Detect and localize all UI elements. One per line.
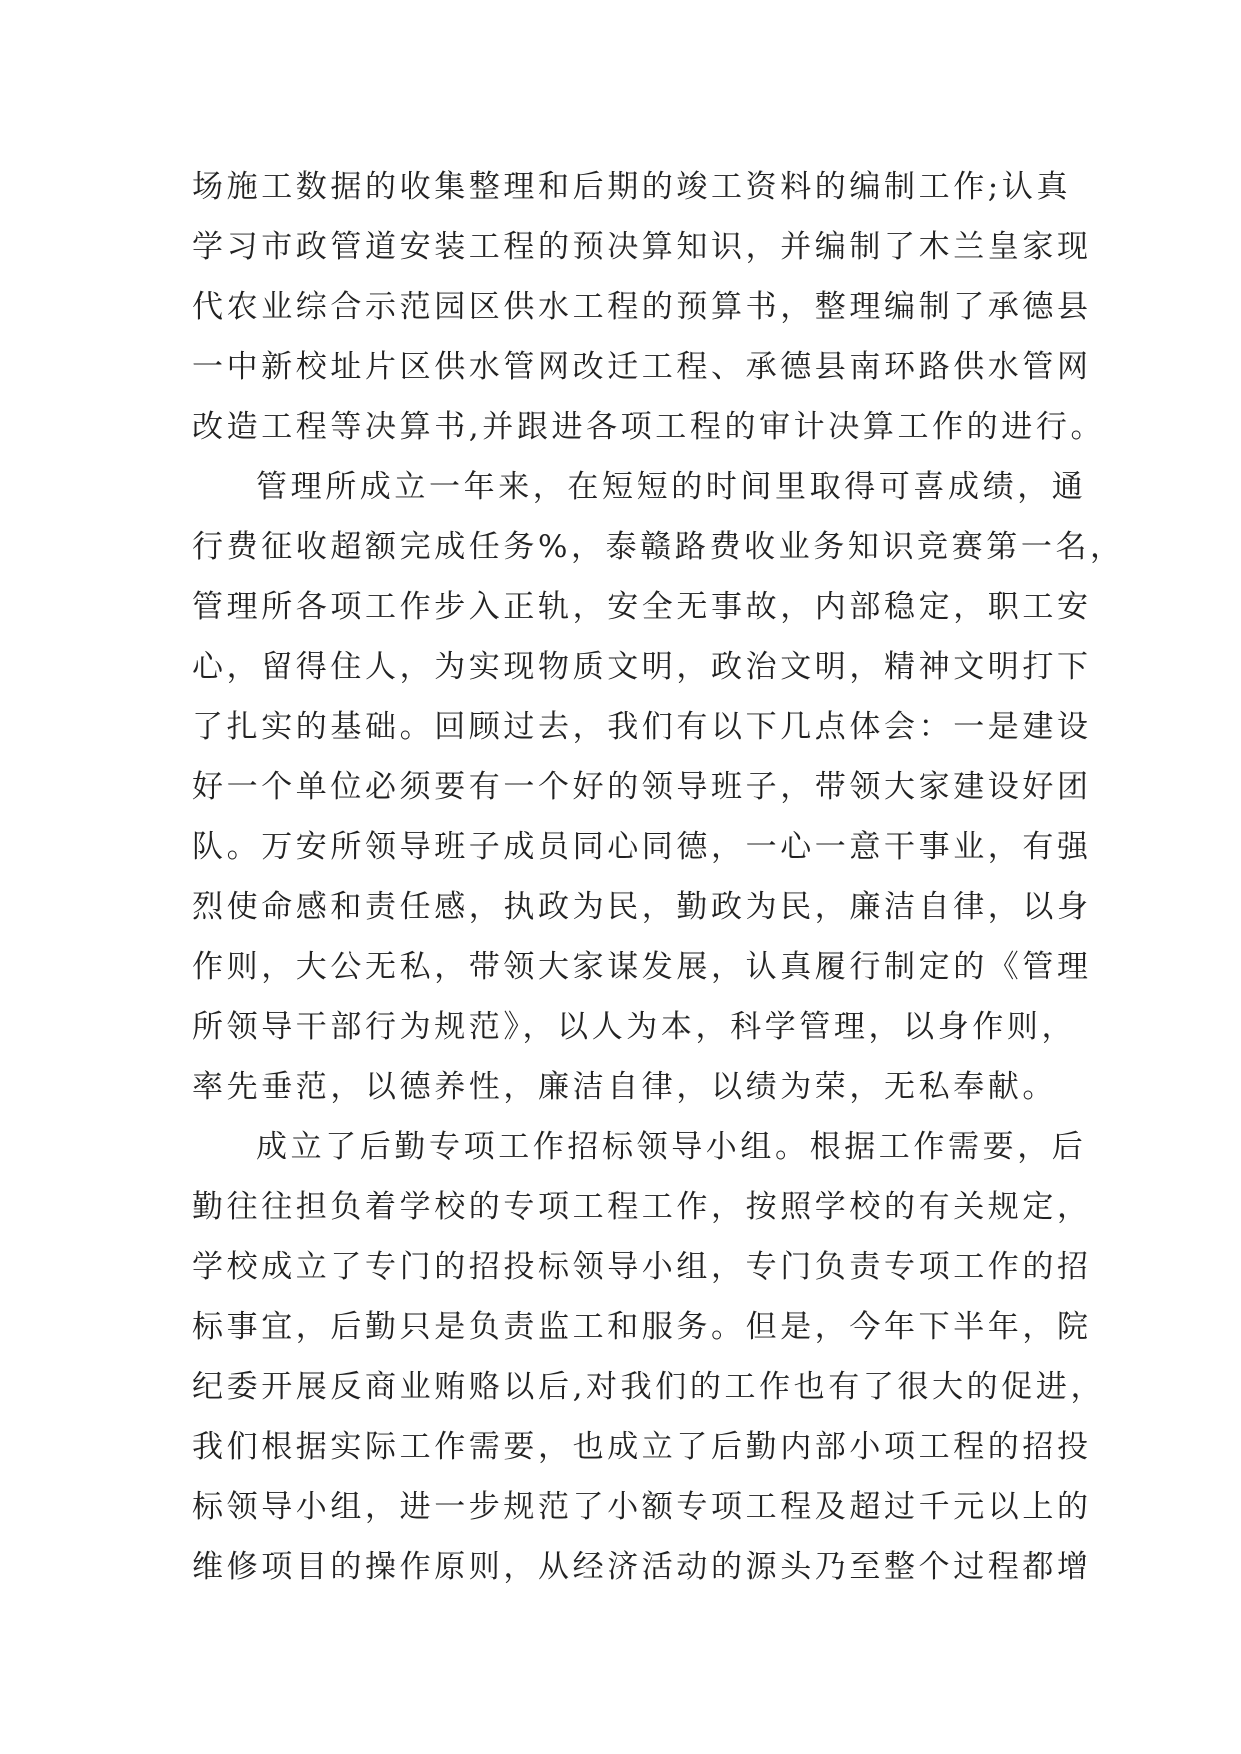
text-line: 改造工程等决算书,并跟进各项工程的审计决算工作的进行。 bbox=[192, 409, 1106, 445]
text-line: 成立了后勤专项工作招标领导小组。根据工作需要，后 bbox=[256, 1129, 1087, 1165]
text-line: 所领导干部行为规范》，以人为本，科学管理，以身作则， bbox=[192, 1009, 1077, 1045]
paragraph-1 bbox=[192, 157, 1106, 457]
text-line: 管理所各项工作步入正轨，安全无事故，内部稳定，职工安 bbox=[192, 589, 1092, 625]
text-line: 我们根据实际工作需要，也成立了后勤内部小项工程的招投 bbox=[192, 1429, 1092, 1465]
text-line: 标领导小组，进一步规范了小额专项工程及超过千元以上的 bbox=[192, 1489, 1092, 1525]
paragraph-2 bbox=[192, 457, 1125, 1117]
text-line: 作则，大公无私，带领大家谋发展，认真履行制定的《管理 bbox=[192, 949, 1092, 985]
text-line: 率先垂范，以德养性，廉洁自律，以绩为荣，无私奉献。 bbox=[192, 1069, 1057, 1105]
text-line: 一中新校址片区供水管网改迁工程、承德县南环路供水管网 bbox=[192, 349, 1092, 385]
text-line: 维修项目的操作原则，从经济活动的源头乃至整个过程都增 bbox=[192, 1549, 1092, 1585]
text-line: 纪委开展反商业贿赂以后,对我们的工作也有了很大的促进， bbox=[192, 1369, 1106, 1405]
document-body bbox=[192, 157, 1125, 1597]
text-line: 心，留得住人，为实现物质文明，政治文明，精神文明打下 bbox=[192, 649, 1092, 685]
text-line: 行费征收超额完成任务%，泰赣路费收业务知识竞赛第一名， bbox=[192, 529, 1125, 565]
text-line: 场施工数据的收集整理和后期的竣工资料的编制工作;认真 bbox=[192, 169, 1072, 205]
text-line: 学习市政管道安装工程的预决算知识，并编制了木兰皇家现 bbox=[192, 229, 1092, 265]
text-line: 标事宜，后勤只是负责监工和服务。但是，今年下半年，院 bbox=[192, 1309, 1092, 1345]
text-line: 好一个单位必须要有一个好的领导班子，带领大家建设好团 bbox=[192, 769, 1092, 805]
text-line: 管理所成立一年来，在短短的时间里取得可喜成绩，通 bbox=[256, 469, 1087, 505]
paragraph-3 bbox=[192, 1117, 1106, 1597]
text-line: 烈使命感和责任感，执政为民，勤政为民，廉洁自律，以身 bbox=[192, 889, 1092, 925]
text-line: 代农业综合示范园区供水工程的预算书，整理编制了承德县 bbox=[192, 289, 1092, 325]
text-line: 勤往往担负着学校的专项工程工作，按照学校的有关规定， bbox=[192, 1189, 1092, 1225]
text-line: 了扎实的基础。回顾过去，我们有以下几点体会：一是建设 bbox=[192, 709, 1092, 745]
text-line: 队。万安所领导班子成员同心同德，一心一意干事业，有强 bbox=[192, 829, 1092, 865]
text-line: 学校成立了专门的招投标领导小组，专门负责专项工作的招 bbox=[192, 1249, 1092, 1285]
